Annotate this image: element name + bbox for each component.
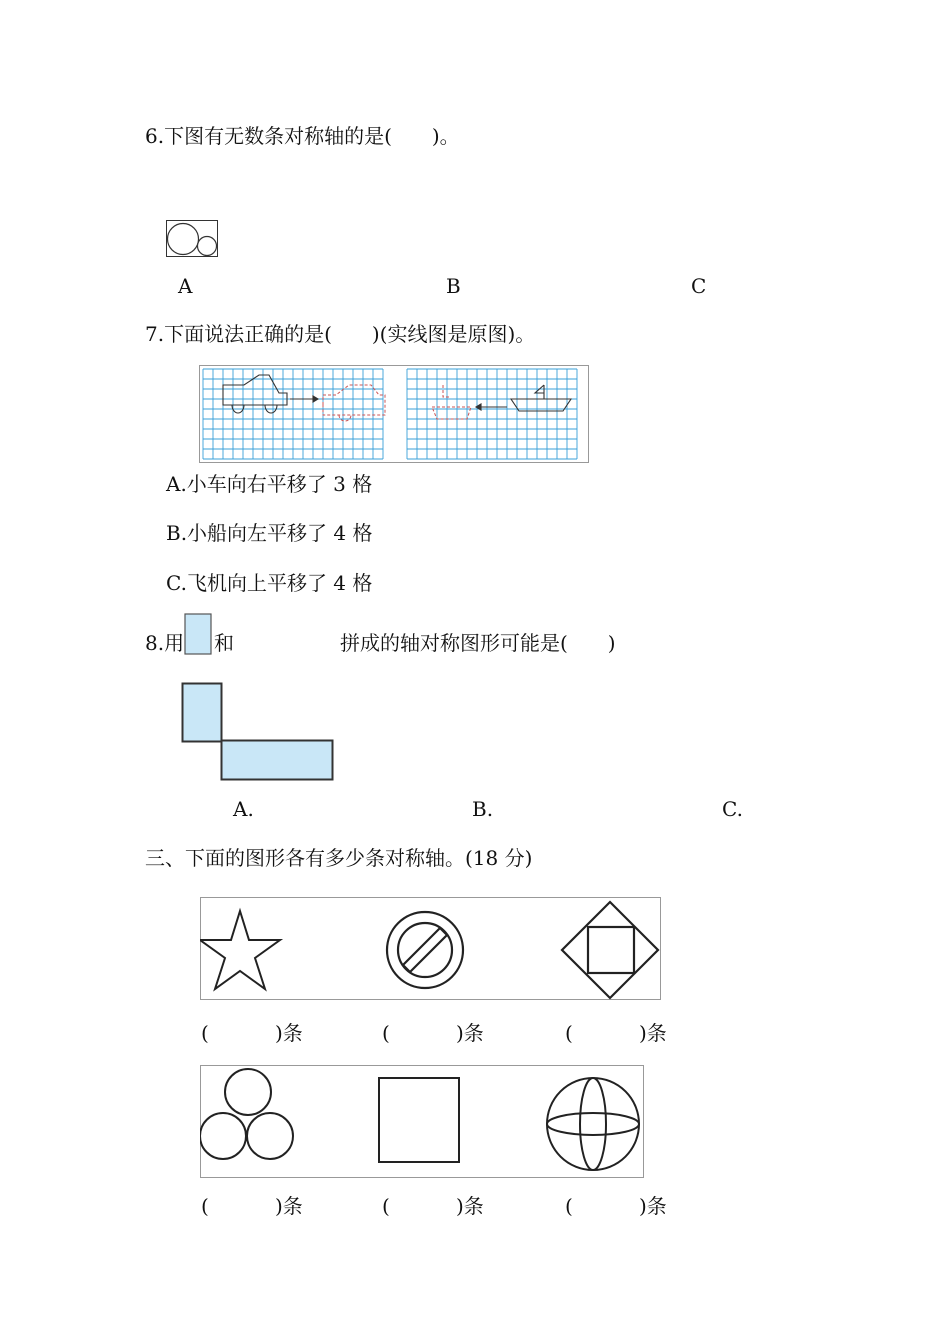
q8-conjunction: 和 [214, 631, 234, 655]
section3-heading: 三、下面的图形各有多少条对称轴。(18 分) [145, 846, 533, 870]
row1-answer-3-open: ( [565, 1021, 573, 1045]
three-circles-figure [200, 1069, 293, 1159]
row2-answer-2-close: )条 [456, 1194, 484, 1218]
row1-answer-1-open: ( [201, 1021, 209, 1045]
row1-answer-2-close: )条 [456, 1021, 484, 1045]
section3-row1-figures [200, 897, 662, 1001]
q7-option-b[interactable]: B.小船向左平移了 4 格 [166, 521, 373, 545]
q8-suffix: 拼成的轴对称图形可能是( ) [340, 631, 616, 655]
q8-option-b[interactable]: B. [472, 797, 494, 821]
row1-answer-3-close: )条 [639, 1021, 667, 1045]
row2-answer-2-open: ( [382, 1194, 390, 1218]
row2-answer-3-close: )条 [639, 1194, 667, 1218]
square-figure [379, 1078, 459, 1162]
q6-figure-a [166, 220, 218, 257]
square-in-diamond-figure [562, 902, 658, 998]
q7-stem: 7.下面说法正确的是( )(实线图是原图)。 [145, 322, 536, 346]
q8-option-a[interactable]: A. [233, 797, 254, 821]
q7-option-c[interactable]: C.飞机向上平移了 4 格 [166, 571, 373, 595]
q8-option-a-figure [181, 682, 335, 782]
row2-answer-1-open: ( [201, 1194, 209, 1218]
q7-grid-figure [199, 365, 589, 463]
q6-option-c[interactable]: C [691, 274, 707, 298]
q8-option-c[interactable]: C. [722, 797, 743, 821]
row1-answer-2-open: ( [382, 1021, 390, 1045]
q8-prefix: 8.用 [145, 631, 185, 655]
section3-row2-figures [200, 1065, 646, 1179]
q8-small-rectangle-icon [184, 613, 212, 655]
star-figure [200, 911, 280, 989]
sphere-figure [547, 1078, 639, 1170]
q6-option-a[interactable]: A [178, 274, 193, 298]
q6-option-b[interactable]: B [446, 274, 461, 298]
row2-answer-3-open: ( [565, 1194, 573, 1218]
no-entry-sign-figure [387, 912, 463, 988]
row1-answer-1-close: )条 [275, 1021, 303, 1045]
q7-option-a[interactable]: A.小车向右平移了 3 格 [166, 472, 373, 496]
q6-stem: 6.下图有无数条对称轴的是( )。 [145, 124, 460, 148]
row2-answer-1-close: )条 [275, 1194, 303, 1218]
